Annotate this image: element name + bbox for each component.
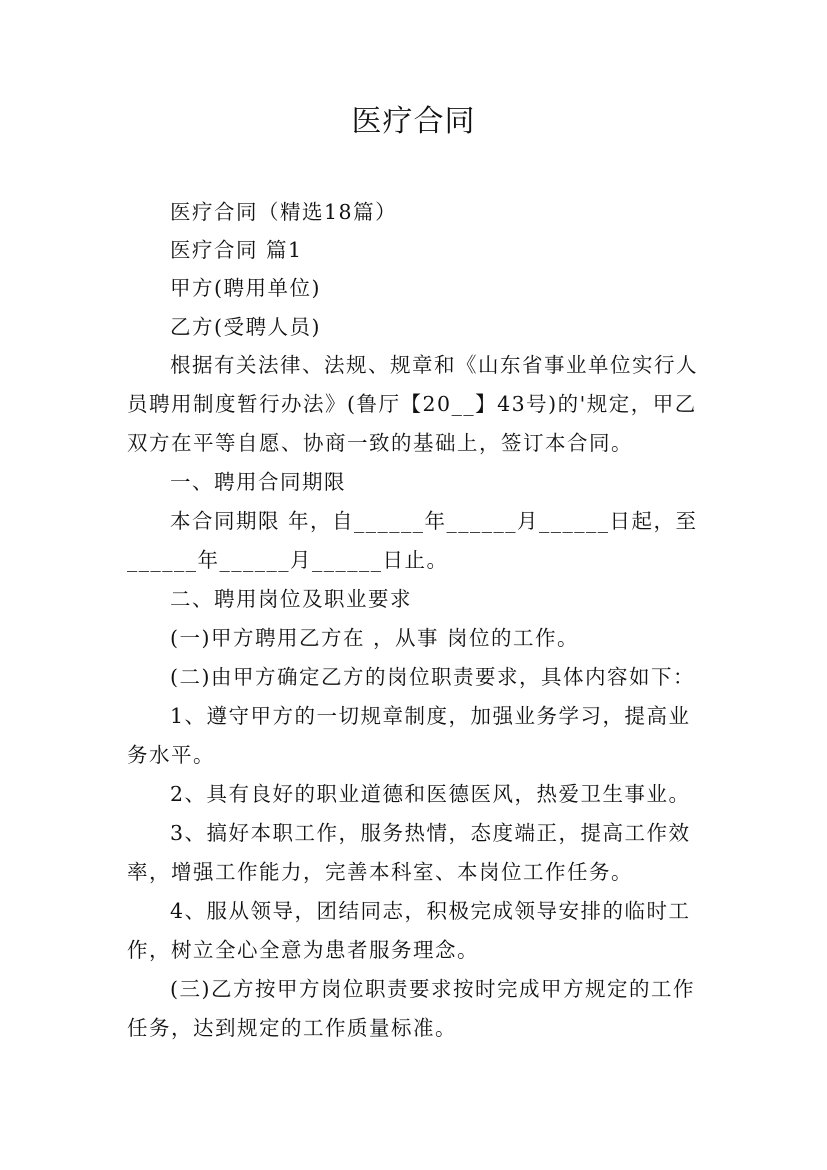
text-line: 二、聘用岗位及职业要求 bbox=[170, 587, 412, 611]
text-line: 一、聘用合同期限 bbox=[170, 470, 346, 494]
text-line: 员聘用制度暂行办法》(鲁厅【20__】43号)的'规定，甲乙 bbox=[127, 392, 697, 416]
text-line: (一)甲方聘用乙方在 ，从事 岗位的工作。 bbox=[170, 626, 580, 650]
text-line: 率，增强工作能力，完善本科室、本岗位工作任务。 bbox=[127, 860, 633, 884]
text-line: 医疗合同 篇1 bbox=[170, 238, 303, 262]
text-line: 3、搞好本职工作，服务热情，态度端正，提高工作效 bbox=[170, 821, 691, 845]
text-line: 1、遵守甲方的一切规章制度，加强业务学习，提高业 bbox=[170, 704, 691, 728]
text-line: 任务，达到规定的工作质量标准。 bbox=[127, 1016, 457, 1040]
text-line: (三)乙方按甲方岗位职责要求按时完成甲方规定的工作 bbox=[170, 977, 695, 1001]
text-line: (二)由甲方确定乙方的岗位职责要求，具体内容如下： bbox=[170, 665, 695, 689]
text-line: 务水平。 bbox=[127, 743, 215, 767]
document-title: 医疗合同 bbox=[351, 104, 476, 139]
text-line: ______年______月______日止。 bbox=[127, 548, 449, 572]
text-line: 根据有关法律、法规、规章和《山东省事业单位实行人 bbox=[170, 353, 698, 377]
text-line: 医疗合同（精选18篇） bbox=[170, 200, 398, 224]
text-line: 双方在平等自愿、协商一致的基础上，签订本合同。 bbox=[127, 431, 633, 455]
text-line: 4、服从领导，团结同志，积极完成领导安排的临时工 bbox=[170, 899, 691, 923]
text-line: 2、具有良好的职业道德和医德医风，热爱卫生事业。 bbox=[170, 782, 691, 806]
text-line: 甲方(聘用单位) bbox=[170, 276, 321, 300]
text-line: 本合同期限 年，自______年______月______日起，至 bbox=[170, 509, 698, 533]
text-line: 乙方(受聘人员) bbox=[170, 315, 321, 339]
text-line: 作，树立全心全意为患者服务理念。 bbox=[127, 938, 479, 962]
